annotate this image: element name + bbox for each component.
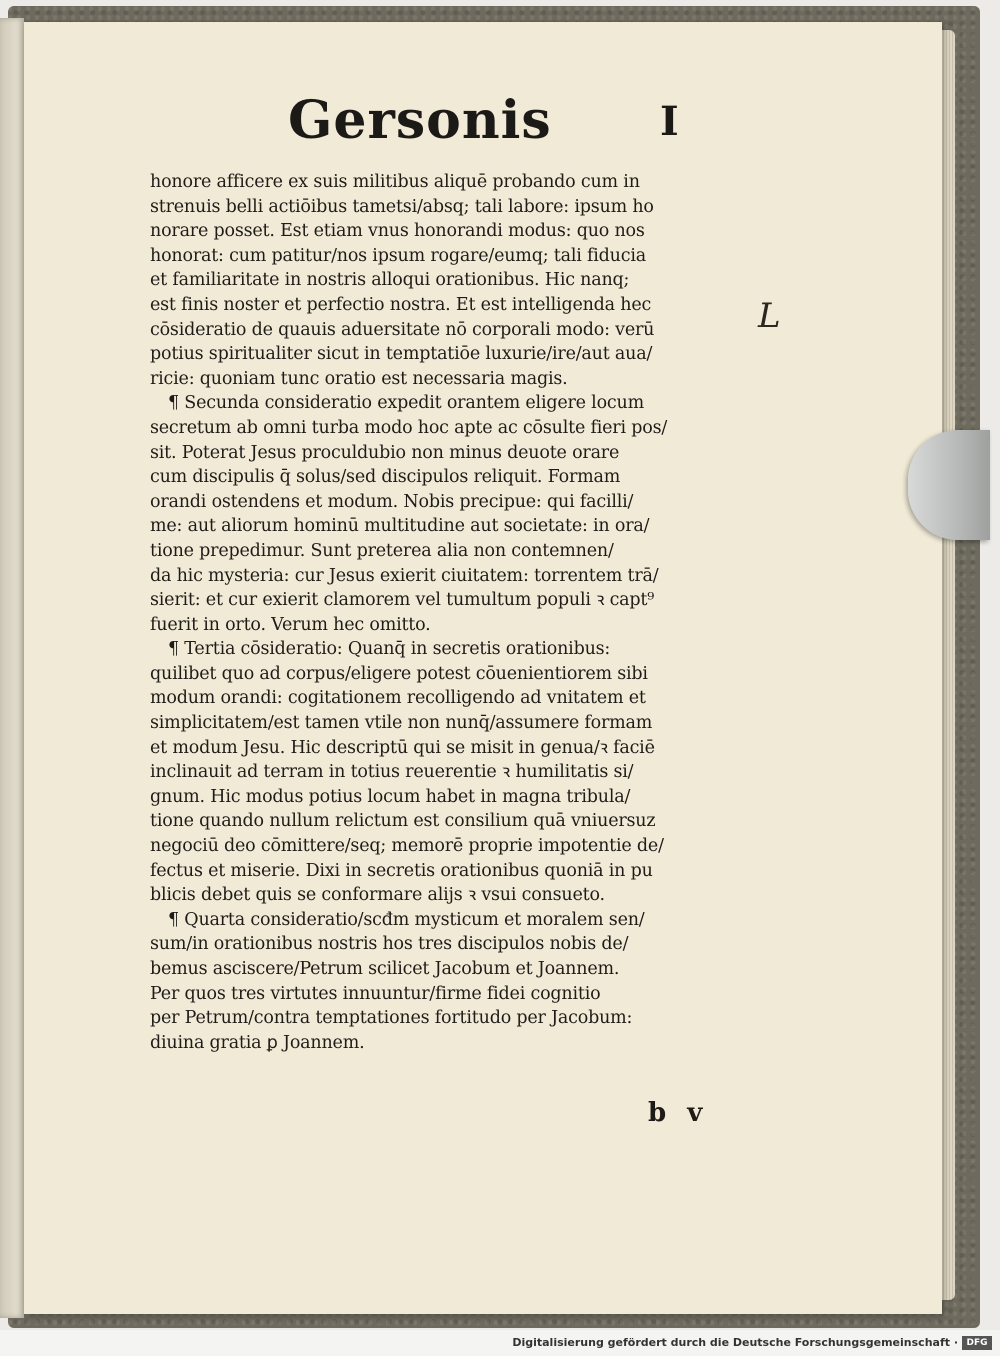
text-line: ricie: quoniam tunc oratio est necessaria magis.: [150, 368, 568, 389]
text-line: Per quos tres virtutes innuuntur/firme fidei cognitio: [150, 983, 601, 1004]
text-line: fuerit in orto. Verum hec omitto.: [150, 614, 431, 635]
text-line: ¶ Quarta consideratio/scđm mysticum et moralem sen/: [168, 909, 645, 930]
facing-page-edge: [0, 18, 24, 1318]
text-line: bemus asciscere/Petrum scilicet Jacobum et Joannem.: [150, 959, 620, 979]
text-line: me: aut aliorum hominū multitudine aut societate: in ora/: [150, 516, 650, 537]
text-line: secretum ab omni turba modo hoc apte ac cōsulte fieri pos/: [150, 417, 668, 438]
text-line: honore afficere ex suis militibus aliquē probando cum in: [150, 172, 640, 192]
text-line: potius spiritualiter sicut in temptatiōe luxurie/ire/aut aua/: [150, 344, 653, 365]
text-line: diuina gratia ꝑ Joannem.: [150, 1032, 365, 1053]
text-line: strenuis belli actiōibus tametsi/absq; tali labore: ipsum ho: [150, 196, 654, 217]
text-line: quilibet quo ad corpus/eligere potest cōuenientiorem sibi: [150, 663, 648, 684]
text-line: tione quando nullum relictum est consilium quā vniuersuz: [150, 811, 656, 832]
dfg-logo: DFG: [962, 1336, 992, 1350]
running-title: Gersonis: [288, 90, 552, 151]
text-line: sierit: et cur exierit clamorem vel tumultum populi ꝛ capt⁹: [150, 590, 655, 611]
text-line: ¶ Secunda consideratio expedit orantem eligere locum: [168, 393, 644, 414]
margin-note: L: [758, 296, 781, 336]
text-line: et familiaritate in nostris alloqui orationibus. Hic nanq;: [150, 270, 630, 291]
text-line: orandi ostendens et modum. Nobis precipue: qui facilli/: [150, 491, 634, 512]
text-line: fectus et miserie. Dixi in secretis orationibus quoniā in pu: [150, 860, 653, 881]
text-line: cum discipulis q̄ solus/sed discipulos reliquit. Formam: [150, 467, 621, 488]
text-line: et modum Jesu. Hic descriptū qui se misit in genua/ꝛ faciē: [150, 737, 655, 758]
text-line: sum/in orationibus nostris hos tres discipulos nobis de/: [150, 934, 629, 955]
text-line: honorat: cum patitur/nos ipsum rogare/eumq; tali fiducia: [150, 245, 646, 266]
text-column: [150, 170, 740, 1055]
page-header: [288, 90, 718, 170]
page-clip: [908, 430, 990, 540]
folio-number: I: [660, 98, 679, 145]
text-line: tione prepedimur. Sunt preterea alia non contemnen/: [150, 540, 614, 561]
text-line: norare posset. Est etiam vnus honorandi modus: quo nos: [150, 221, 645, 242]
text-line: per Petrum/contra temptationes fortitudo per Jacobum:: [150, 1008, 633, 1029]
text-line: gnum. Hic modus potius locum habet in magna tribula/: [150, 786, 631, 807]
text-line: sit. Poterat Jesus proculdubio non minus deuote orare: [150, 442, 620, 463]
text-line: blicis debet quis se conformare alijs ꝛ vsui consueto.: [150, 885, 605, 906]
text-line: negociū deo cōmittere/seq; memorē proprie impotentie de/: [150, 836, 664, 857]
text-line: ¶ Tertia cōsideratio: Quanq̄ in secretis orationibus:: [168, 639, 611, 660]
text-line: da hic mysteria: cur Jesus exierit ciuitatem: torrentem trā/: [150, 565, 659, 586]
text-line: inclinauit ad terram in totius reuerentie ꝛ humilitatis si/: [150, 762, 634, 783]
funding-credit: Digitalisierung gefördert durch die Deutsche Forschungsgemeinschaft ·: [512, 1336, 958, 1349]
text-line: est finis noster et perfectio nostra. Et est intelligenda hec: [150, 294, 652, 315]
text-line: cōsideratio de quauis aduersitate nō corporali modo: verū: [150, 319, 655, 340]
text-line: modum orandi: cogitationem recolligendo ad vnitatem et: [150, 688, 646, 709]
text-line: simplicitatem/est tamen vtile non nunq̄/assumere formam: [150, 713, 653, 734]
signature-mark: b v: [648, 1098, 709, 1128]
footer: [0, 1334, 1000, 1356]
